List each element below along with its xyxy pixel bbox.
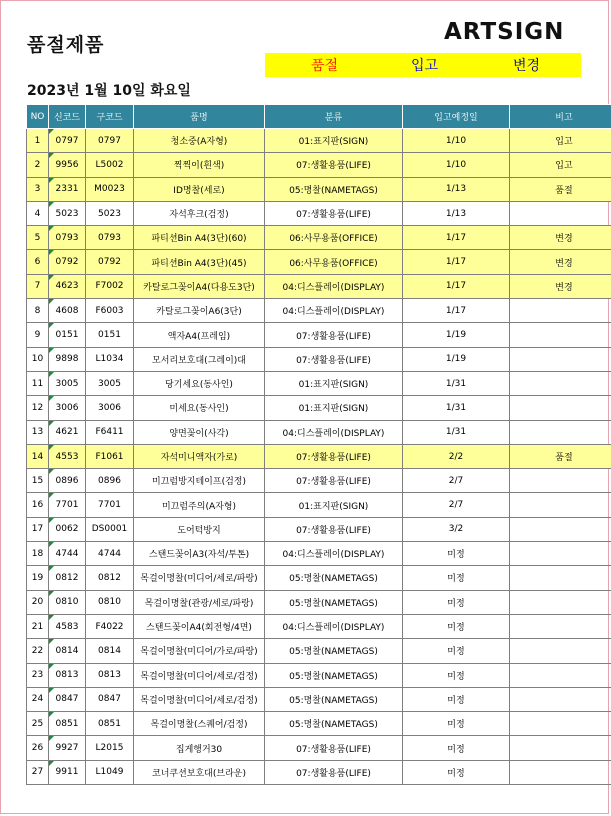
table-row — [27, 760, 611, 784]
row-number: 6 — [27, 250, 49, 274]
page-title: 품절제품 — [27, 34, 105, 56]
note-cell: 변경 — [510, 274, 611, 298]
table-row — [27, 129, 611, 153]
row-number: 11 — [27, 371, 49, 395]
row-number: 2 — [27, 153, 49, 177]
product-name-cell: 자석미니액자(가로) — [134, 444, 265, 468]
product-name-cell: 코너쿠션보호대(브라운) — [134, 760, 265, 784]
row-number: 12 — [27, 396, 49, 420]
row-number: 23 — [27, 663, 49, 687]
table-row — [27, 736, 611, 760]
new-code-cell: 0896 — [49, 469, 86, 493]
product-name-cell: 청소중(A자형) — [134, 129, 265, 153]
expected-date-cell: 1/10 — [403, 153, 510, 177]
old-code-cell: 3006 — [86, 396, 134, 420]
note-cell — [510, 566, 611, 590]
table-row — [27, 712, 611, 736]
table-row — [27, 323, 611, 347]
expected-date-cell: 1/13 — [403, 201, 510, 225]
category-cell: 06:사무용품(OFFICE) — [265, 250, 403, 274]
product-name-cell: 미세요(동사인) — [134, 396, 265, 420]
table-row — [27, 226, 611, 250]
new-code-cell: 0812 — [49, 566, 86, 590]
category-cell: 05:명찰(NAMETAGS) — [265, 177, 403, 201]
product-name-cell: 자석후크(검정) — [134, 201, 265, 225]
table-header-row — [27, 105, 611, 129]
row-number: 26 — [27, 736, 49, 760]
new-code-cell: 4608 — [49, 299, 86, 323]
new-code-cell: 0813 — [49, 663, 86, 687]
note-cell: 입고 — [510, 153, 611, 177]
row-number: 25 — [27, 712, 49, 736]
status-legend — [265, 53, 581, 77]
category-cell: 04:디스플레이(DISPLAY) — [265, 542, 403, 566]
old-code-cell: L1034 — [86, 347, 134, 371]
old-code-cell: 5023 — [86, 201, 134, 225]
row-number: 5 — [27, 226, 49, 250]
old-code-cell: F1061 — [86, 444, 134, 468]
old-code-cell: 0797 — [86, 129, 134, 153]
note-cell: 품절 — [510, 177, 611, 201]
new-code-cell: 0792 — [49, 250, 86, 274]
product-name-cell: 목걸이명찰(미디어/가로/파랑) — [134, 639, 265, 663]
category-cell: 05:명찰(NAMETAGS) — [265, 590, 403, 614]
old-code-cell: 0151 — [86, 323, 134, 347]
category-cell: 04:디스플레이(DISPLAY) — [265, 614, 403, 638]
product-name-cell: 스탠드꽂이A3(자석/투톤) — [134, 542, 265, 566]
product-name-cell: 목걸이명찰(미디어/세로/검정) — [134, 687, 265, 711]
new-code-cell: 0793 — [49, 226, 86, 250]
expected-date-cell: 1/31 — [403, 396, 510, 420]
table-row — [27, 420, 611, 444]
table-row — [27, 299, 611, 323]
category-cell: 01:표지판(SIGN) — [265, 396, 403, 420]
table-row — [27, 493, 611, 517]
row-number: 9 — [27, 323, 49, 347]
note-cell — [510, 542, 611, 566]
expected-date-cell: 1/17 — [403, 250, 510, 274]
note-cell — [510, 323, 611, 347]
brand-logo-text: ARTSIGN — [444, 19, 565, 45]
note-cell: 품절 — [510, 444, 611, 468]
product-name-cell: 당기세요(동사인) — [134, 371, 265, 395]
product-name-cell: 액자A4(프레임) — [134, 323, 265, 347]
category-cell: 07:생활용품(LIFE) — [265, 201, 403, 225]
old-code-cell: 0793 — [86, 226, 134, 250]
category-cell: 04:디스플레이(DISPLAY) — [265, 299, 403, 323]
category-cell: 07:생활용품(LIFE) — [265, 736, 403, 760]
note-cell — [510, 469, 611, 493]
expected-date-cell: 2/7 — [403, 469, 510, 493]
old-code-cell: L2015 — [86, 736, 134, 760]
row-number: 15 — [27, 469, 49, 493]
new-code-cell: 0814 — [49, 639, 86, 663]
old-code-cell: 0792 — [86, 250, 134, 274]
legend-changed: 변경 — [513, 58, 541, 74]
table-row — [27, 371, 611, 395]
note-cell: 변경 — [510, 250, 611, 274]
category-cell: 06:사무용품(OFFICE) — [265, 226, 403, 250]
product-name-cell: 목걸이명찰(관광/세로/파랑) — [134, 590, 265, 614]
expected-date-cell: 미정 — [403, 542, 510, 566]
expected-date-cell: 1/10 — [403, 129, 510, 153]
expected-date-cell: 미정 — [403, 663, 510, 687]
report-date: 2023년 1월 10일 화요일 — [27, 83, 191, 99]
expected-date-cell: 1/31 — [403, 420, 510, 444]
product-name-cell: 미끄럼방지테이프(검정) — [134, 469, 265, 493]
table-row — [27, 517, 611, 541]
expected-date-cell: 1/17 — [403, 226, 510, 250]
new-code-cell: 0062 — [49, 517, 86, 541]
expected-date-cell: 미정 — [403, 687, 510, 711]
row-number: 19 — [27, 566, 49, 590]
new-code-cell: 2331 — [49, 177, 86, 201]
col-header-no: NO — [27, 105, 49, 129]
new-code-cell: 0851 — [49, 712, 86, 736]
product-name-cell: 찍찍이(흰색) — [134, 153, 265, 177]
category-cell: 04:디스플레이(DISPLAY) — [265, 274, 403, 298]
new-code-cell: 3006 — [49, 396, 86, 420]
product-name-cell: 양면꽂이(사각) — [134, 420, 265, 444]
expected-date-cell: 1/13 — [403, 177, 510, 201]
row-number: 8 — [27, 299, 49, 323]
note-cell — [510, 299, 611, 323]
note-cell — [510, 420, 611, 444]
stock-table — [26, 104, 611, 785]
note-cell: 변경 — [510, 226, 611, 250]
row-number: 18 — [27, 542, 49, 566]
old-code-cell: M0023 — [86, 177, 134, 201]
new-code-cell: 4744 — [49, 542, 86, 566]
table-row — [27, 250, 611, 274]
note-cell — [510, 639, 611, 663]
category-cell: 01:표지판(SIGN) — [265, 129, 403, 153]
category-cell: 07:생활용품(LIFE) — [265, 153, 403, 177]
new-code-cell: 0797 — [49, 129, 86, 153]
note-cell — [510, 201, 611, 225]
expected-date-cell: 1/31 — [403, 371, 510, 395]
old-code-cell: 0851 — [86, 712, 134, 736]
old-code-cell: 0812 — [86, 566, 134, 590]
expected-date-cell: 미정 — [403, 566, 510, 590]
category-cell: 07:생활용품(LIFE) — [265, 760, 403, 784]
new-code-cell: 5023 — [49, 201, 86, 225]
expected-date-cell: 미정 — [403, 590, 510, 614]
expected-date-cell: 1/17 — [403, 299, 510, 323]
product-name-cell: 목걸이명찰(미디어/세로/파랑) — [134, 566, 265, 590]
old-code-cell: DS0001 — [86, 517, 134, 541]
expected-date-cell: 1/17 — [403, 274, 510, 298]
table-row — [27, 347, 611, 371]
expected-date-cell: 미정 — [403, 736, 510, 760]
note-cell — [510, 493, 611, 517]
product-name-cell: ID명찰(세로) — [134, 177, 265, 201]
row-number: 7 — [27, 274, 49, 298]
old-code-cell: F6003 — [86, 299, 134, 323]
product-name-cell: 미끄럼주의(A자형) — [134, 493, 265, 517]
table-row — [27, 663, 611, 687]
product-name-cell: 집게행거30 — [134, 736, 265, 760]
category-cell: 05:명찰(NAMETAGS) — [265, 566, 403, 590]
note-cell — [510, 712, 611, 736]
new-code-cell: 0810 — [49, 590, 86, 614]
new-code-cell: 9911 — [49, 760, 86, 784]
old-code-cell: 3005 — [86, 371, 134, 395]
product-name-cell: 목걸이명찰(미디어/세로/검정) — [134, 663, 265, 687]
category-cell: 05:명찰(NAMETAGS) — [265, 687, 403, 711]
product-name-cell: 모서리보호대(그레이)대 — [134, 347, 265, 371]
category-cell: 01:표지판(SIGN) — [265, 493, 403, 517]
new-code-cell: 9898 — [49, 347, 86, 371]
new-code-cell: 0151 — [49, 323, 86, 347]
note-cell — [510, 396, 611, 420]
note-cell — [510, 517, 611, 541]
note-cell — [510, 590, 611, 614]
row-number: 16 — [27, 493, 49, 517]
product-name-cell: 파티션Bin A4(3단)(45) — [134, 250, 265, 274]
old-code-cell: 4744 — [86, 542, 134, 566]
category-cell: 07:생활용품(LIFE) — [265, 347, 403, 371]
category-cell: 07:생활용품(LIFE) — [265, 469, 403, 493]
row-number: 10 — [27, 347, 49, 371]
new-code-cell: 4553 — [49, 444, 86, 468]
col-header-expected-date: 입고예정일 — [403, 105, 510, 129]
new-code-cell: 4621 — [49, 420, 86, 444]
product-name-cell: 카탈로그꽂이A4(다용도3단) — [134, 274, 265, 298]
new-code-cell: 0847 — [49, 687, 86, 711]
note-cell — [510, 760, 611, 784]
new-code-cell: 9956 — [49, 153, 86, 177]
expected-date-cell: 2/2 — [403, 444, 510, 468]
table-row — [27, 177, 611, 201]
note-cell — [510, 687, 611, 711]
category-cell: 05:명찰(NAMETAGS) — [265, 639, 403, 663]
row-number: 13 — [27, 420, 49, 444]
row-number: 20 — [27, 590, 49, 614]
expected-date-cell: 미정 — [403, 614, 510, 638]
category-cell: 05:명찰(NAMETAGS) — [265, 663, 403, 687]
table-row — [27, 201, 611, 225]
product-name-cell: 목걸이명찰(스퀘어/검정) — [134, 712, 265, 736]
old-code-cell: F4022 — [86, 614, 134, 638]
note-cell — [510, 614, 611, 638]
old-code-cell: L1049 — [86, 760, 134, 784]
expected-date-cell: 2/7 — [403, 493, 510, 517]
table-row — [27, 639, 611, 663]
row-number: 14 — [27, 444, 49, 468]
col-header-product-name: 품명 — [134, 105, 265, 129]
new-code-cell: 4583 — [49, 614, 86, 638]
col-header-category: 분류 — [265, 105, 403, 129]
row-number: 21 — [27, 614, 49, 638]
product-name-cell: 도어턱방지 — [134, 517, 265, 541]
old-code-cell: 0813 — [86, 663, 134, 687]
table-row — [27, 590, 611, 614]
legend-restocked: 입고 — [411, 58, 439, 74]
row-number: 24 — [27, 687, 49, 711]
note-cell — [510, 371, 611, 395]
product-name-cell: 카탈로그꽂이A6(3단) — [134, 299, 265, 323]
row-number: 27 — [27, 760, 49, 784]
table-row — [27, 566, 611, 590]
old-code-cell: 0810 — [86, 590, 134, 614]
product-name-cell: 파티션Bin A4(3단)(60) — [134, 226, 265, 250]
table-row — [27, 542, 611, 566]
old-code-cell: 7701 — [86, 493, 134, 517]
category-cell: 07:생활용품(LIFE) — [265, 444, 403, 468]
old-code-cell: 0896 — [86, 469, 134, 493]
note-cell — [510, 347, 611, 371]
row-number: 22 — [27, 639, 49, 663]
row-number: 17 — [27, 517, 49, 541]
row-number: 3 — [27, 177, 49, 201]
old-code-cell: 0847 — [86, 687, 134, 711]
old-code-cell: F7002 — [86, 274, 134, 298]
old-code-cell: 0814 — [86, 639, 134, 663]
legend-out-of-stock: 품절 — [311, 58, 339, 74]
row-number: 1 — [27, 129, 49, 153]
new-code-cell: 4623 — [49, 274, 86, 298]
new-code-cell: 9927 — [49, 736, 86, 760]
expected-date-cell: 1/19 — [403, 347, 510, 371]
expected-date-cell: 미정 — [403, 760, 510, 784]
expected-date-cell: 미정 — [403, 712, 510, 736]
table-row — [27, 274, 611, 298]
category-cell: 01:표지판(SIGN) — [265, 371, 403, 395]
col-header-new-code: 신코드 — [49, 105, 86, 129]
new-code-cell: 7701 — [49, 493, 86, 517]
new-code-cell: 3005 — [49, 371, 86, 395]
col-header-note: 비고 — [510, 105, 611, 129]
expected-date-cell: 미정 — [403, 639, 510, 663]
note-cell — [510, 736, 611, 760]
old-code-cell: L5002 — [86, 153, 134, 177]
col-header-old-code: 구코드 — [86, 105, 134, 129]
category-cell: 04:디스플레이(DISPLAY) — [265, 420, 403, 444]
table-row — [27, 153, 611, 177]
note-cell: 입고 — [510, 129, 611, 153]
category-cell: 07:생활용품(LIFE) — [265, 517, 403, 541]
row-number: 4 — [27, 201, 49, 225]
table-row — [27, 444, 611, 468]
expected-date-cell: 1/19 — [403, 323, 510, 347]
table-row — [27, 469, 611, 493]
table-row — [27, 396, 611, 420]
expected-date-cell: 3/2 — [403, 517, 510, 541]
old-code-cell: F6411 — [86, 420, 134, 444]
table-row — [27, 614, 611, 638]
table-row — [27, 687, 611, 711]
category-cell: 07:생활용품(LIFE) — [265, 323, 403, 347]
product-name-cell: 스탠드꽂이A4(회전형/4면) — [134, 614, 265, 638]
note-cell — [510, 663, 611, 687]
category-cell: 05:명찰(NAMETAGS) — [265, 712, 403, 736]
